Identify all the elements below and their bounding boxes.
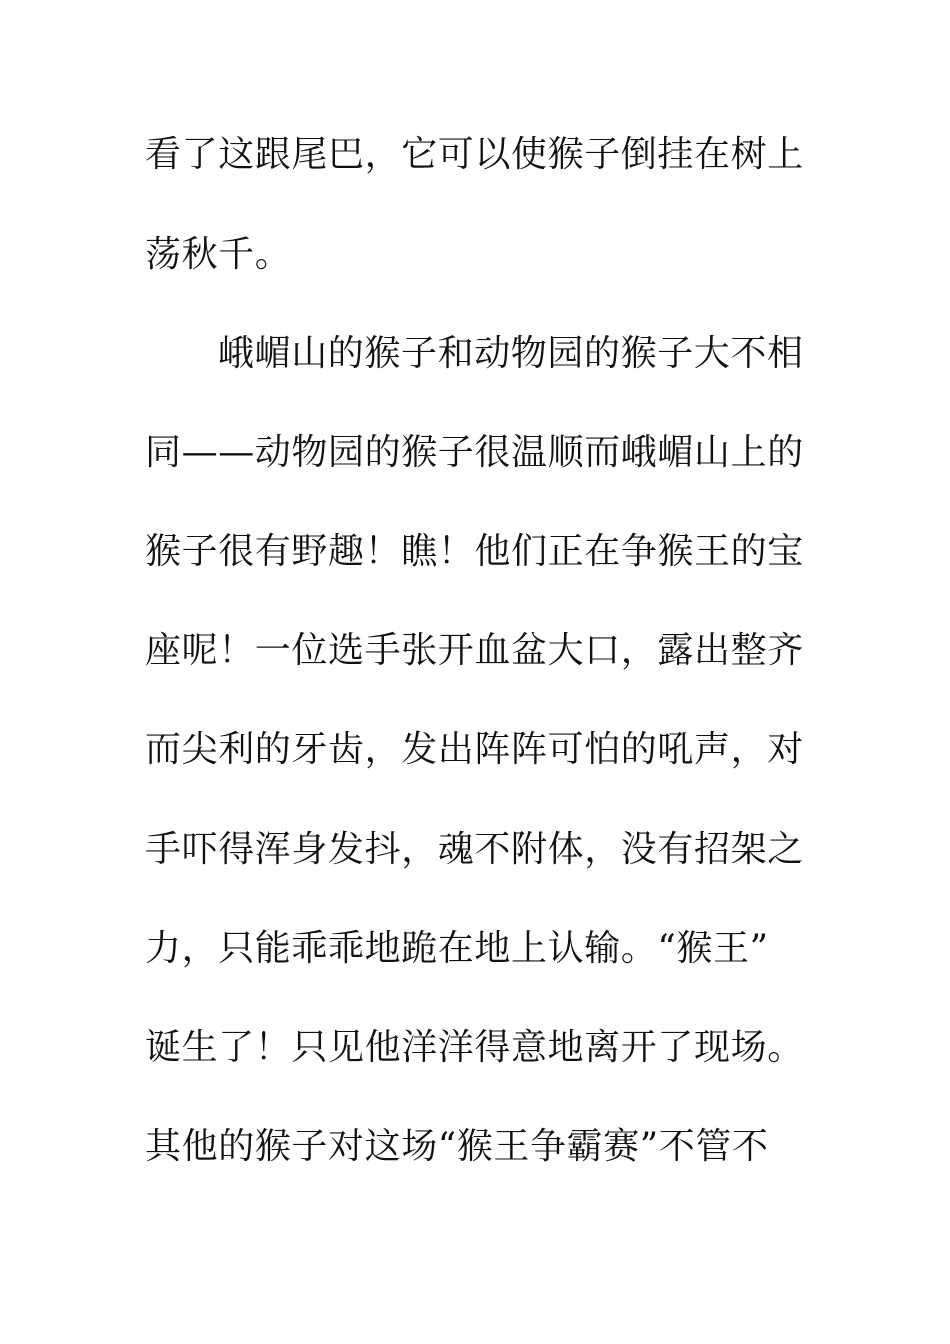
text-line: 看了这跟尾巴，它可以使猴子倒挂在树上 <box>145 134 804 175</box>
text-line: 同——动物园的猴子很温顺而峨嵋山上的 <box>145 432 804 473</box>
text-line: 力，只能乖乖地跪在地上认输。“猴王” <box>145 928 769 969</box>
text-line: 手吓得浑身发抖，魂不附体，没有招架之 <box>145 829 804 870</box>
paragraph-first-line: 峨嵋山的猴子和动物园的猴子大不相 <box>218 333 804 374</box>
text-line: 其他的猴子对这场“猴王争霸赛”不管不 <box>145 1126 769 1167</box>
text-line: 座呢！一位选手张开血盆大口，露出整齐 <box>145 630 804 671</box>
text-line: 荡秋千。 <box>145 234 292 275</box>
text-line: 诞生了！只见他洋洋得意地离开了现场。 <box>145 1027 804 1068</box>
text-line: 猴子很有野趣！瞧！他们正在争猴王的宝 <box>145 531 804 572</box>
text-line: 而尖利的牙齿，发出阵阵可怕的吼声，对 <box>145 729 804 770</box>
